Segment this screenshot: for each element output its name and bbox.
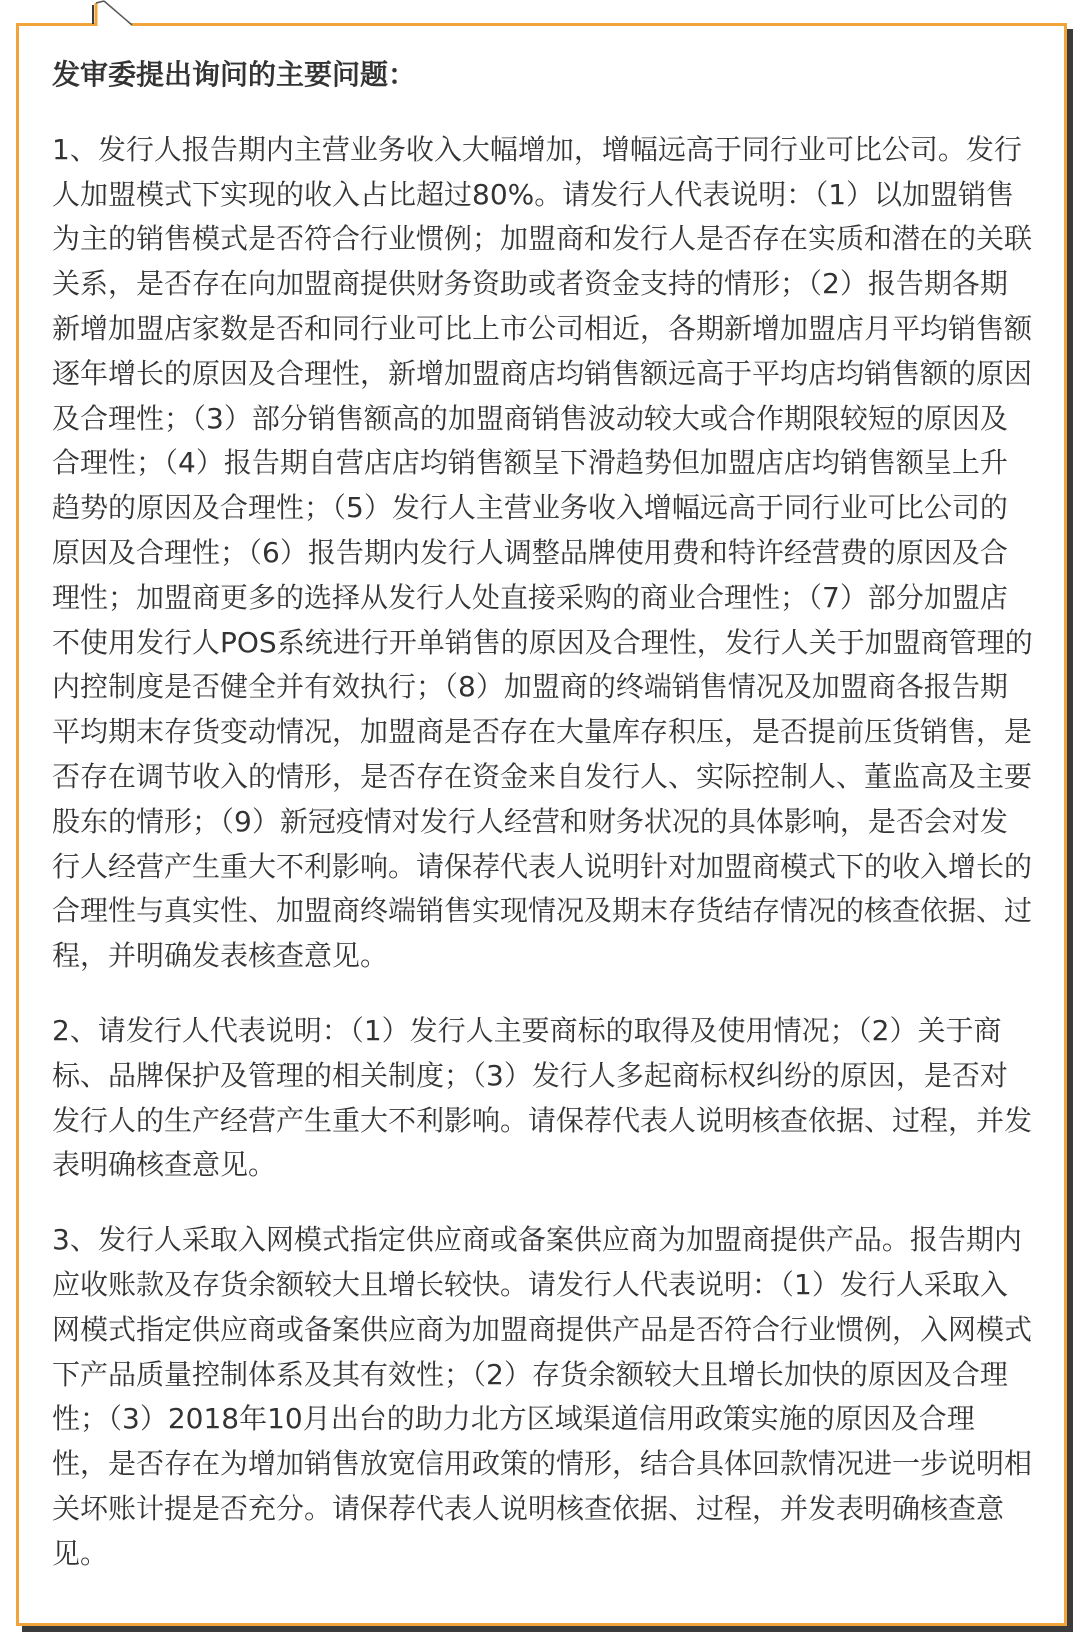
text-line: 否存在调节收入的情形，是否存在资金来自发行人、实际控制人、董监高及主要: [52, 759, 1033, 793]
text-line: 2、请发行人代表说明：（1）发行人主要商标的取得及使用情况；（2）关于商: [52, 1013, 1002, 1047]
text-line: 内控制度是否健全并有效执行；（8）加盟商的终端销售情况及加盟商各报告期: [52, 670, 1008, 704]
text-line: 理性；加盟商更多的选择从发行人处直接采购的商业合理性；（7）部分加盟店: [52, 580, 1008, 614]
text-line: 应收账款及存货余额较大且增长较快。请发行人代表说明：（1）发行人采取入: [52, 1267, 1008, 1301]
text-line: 1、发行人报告期内主营业务收入大幅增加，增幅远高于同行业可比公司。发行: [52, 132, 1022, 166]
tab-notch: [0, 0, 140, 30]
text-line: 平均期末存货变动情况，加盟商是否存在大量库存积压，是否提前压货销售，是: [52, 715, 1033, 749]
text-line: 为主的销售模式是否符合行业惯例；加盟商和发行人是否存在实质和潜在的关联: [52, 222, 1033, 256]
text-line: 表明确核查意见。: [52, 1148, 277, 1182]
text-line: 逐年增长的原因及合理性，新增加盟商店均销售额远高于平均店均销售额的原因: [52, 356, 1033, 390]
text-line: 不使用发行人POS系统进行开单销售的原因及合理性，发行人关于加盟商管理的: [52, 625, 1033, 659]
text-line: 发行人的生产经营产生重大不利影响。请保荐代表人说明核查依据、过程，并发: [52, 1103, 1033, 1137]
text-line: 性；（3）2018年10月出台的助力北方区域渠道信用政策实施的原因及合理: [52, 1402, 975, 1436]
text-line: 见。: [52, 1536, 109, 1570]
text-line: 合理性；（4）报告期自营店店均销售额呈下滑趋势但加盟店店均销售额呈上升: [52, 446, 1008, 480]
text-line: 性，是否存在为增加销售放宽信用政策的情形，结合具体回款情况进一步说明相: [52, 1447, 1033, 1481]
text-line: 网模式指定供应商或备案供应商为加盟商提供产品是否符合行业惯例，入网模式: [52, 1312, 1033, 1346]
document-content: [52, 53, 1052, 1577]
document-card: [16, 23, 1067, 1626]
text-line: 原因及合理性；（6）报告期内发行人调整品牌使用费和特许经营费的原因及合: [52, 535, 1008, 569]
paragraph-1: [52, 128, 1052, 979]
paragraph-3: [52, 1218, 1052, 1576]
tab-notch-fill: [96, 1, 133, 27]
paragraph-2: [52, 1009, 1052, 1188]
text-line: 标、品牌保护及管理的相关制度；（3）发行人多起商标权纠纷的原因，是否对: [52, 1058, 1008, 1092]
text-line: 股东的情形；（9）新冠疫情对发行人经营和财务状况的具体影响，是否会对发: [52, 804, 1008, 838]
text-line: 关系，是否存在向加盟商提供财务资助或者资金支持的情形；（2）报告期各期: [52, 267, 1008, 301]
text-line: 及合理性；（3）部分销售额高的加盟商销售波动较大或合作期限较短的原因及: [52, 401, 1008, 435]
text-line: 人加盟模式下实现的收入占比超过80%。请发行人代表说明：（1）以加盟销售: [52, 177, 1015, 211]
text-line: 趋势的原因及合理性；（5）发行人主营业务收入增幅远高于同行业可比公司的: [52, 491, 1008, 525]
text-line: 程，并明确发表核查意见。: [52, 939, 389, 973]
text-line: 行人经营产生重大不利影响。请保荐代表人说明针对加盟商模式下的收入增长的: [52, 849, 1033, 883]
text-line: 关坏账计提是否充分。请保荐代表人说明核查依据、过程，并发表明确核查意: [52, 1491, 1005, 1525]
document-title: 发审委提出询问的主要问题：: [52, 58, 417, 91]
text-line: 下产品质量控制体系及其有效性；（2）存货余额较大且增长加快的原因及合理: [52, 1357, 1008, 1391]
text-line: 合理性与真实性、加盟商终端销售实现情况及期末存货结存情况的核查依据、过: [52, 894, 1033, 928]
text-line: 3、发行人采取入网模式指定供应商或备案供应商为加盟商提供产品。报告期内: [52, 1223, 1022, 1257]
text-line: 新增加盟店家数是否和同行业可比上市公司相近，各期新增加盟店月平均销售额: [52, 311, 1033, 345]
